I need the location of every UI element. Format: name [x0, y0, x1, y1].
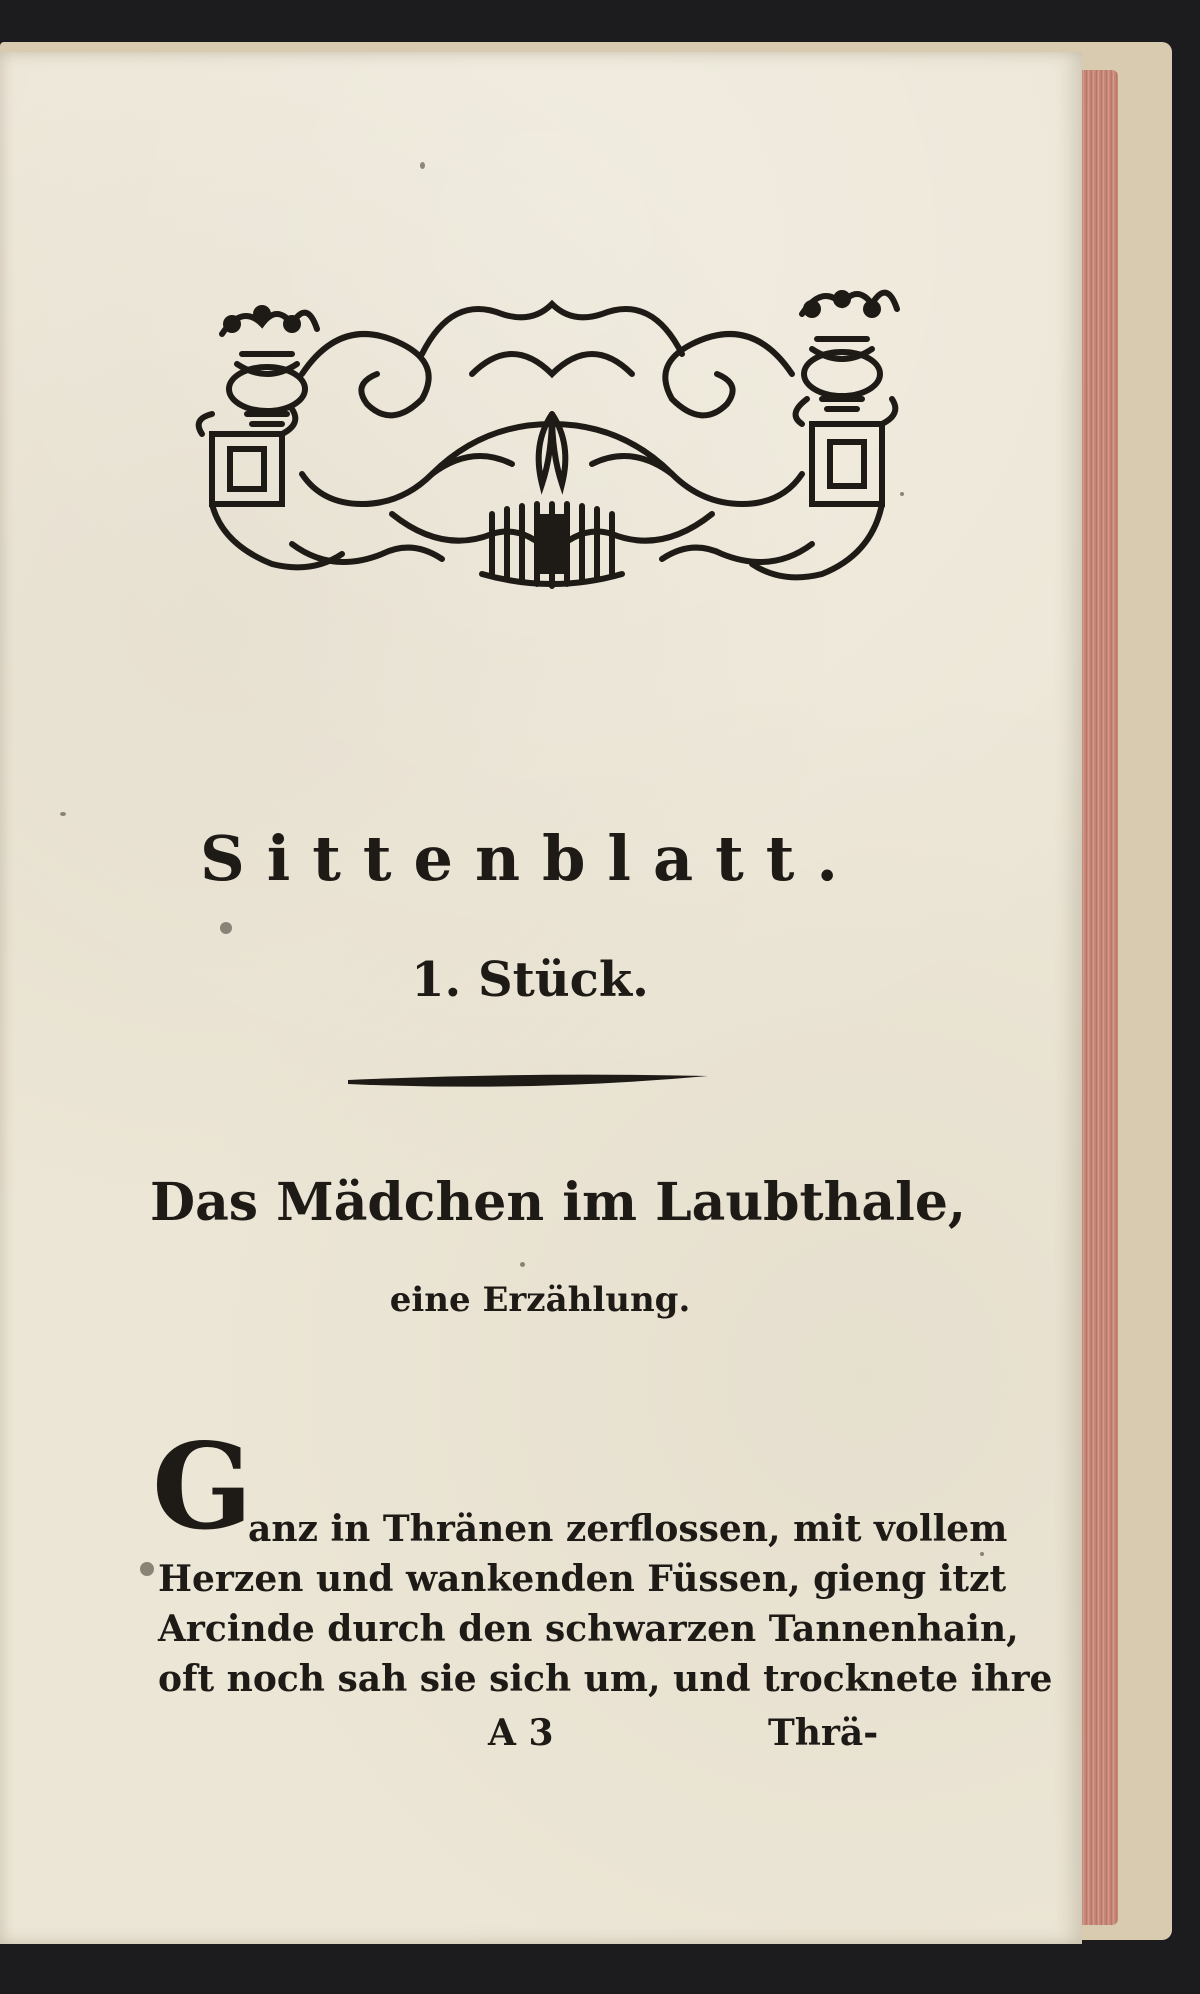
issue-number: 1. Stück.	[411, 952, 649, 1008]
decorative-rule	[348, 1070, 708, 1092]
signature-mark: A 3	[488, 1712, 554, 1754]
baroque-scroll-ornament-icon	[192, 284, 912, 594]
body-line: anz in Thränen zerflossen, mit vollem	[248, 1508, 1008, 1550]
body-line: Herzen und wankenden Füssen, gieng itzt	[158, 1558, 1007, 1600]
story-subheading: eine Erzählung.	[389, 1280, 691, 1320]
catchword: Thrä-	[768, 1712, 879, 1754]
story-heading: Das Mädchen im Laubthale,	[150, 1172, 967, 1233]
body-line: Arcinde durch den schwarzen Tannenhain,	[158, 1608, 1019, 1650]
drop-cap: G	[152, 1417, 253, 1556]
page-title: Sittenblatt.	[199, 822, 861, 895]
book-page	[0, 52, 1082, 1944]
body-line: oft noch sah sie sich um, und trocknete ihre	[158, 1658, 1053, 1700]
